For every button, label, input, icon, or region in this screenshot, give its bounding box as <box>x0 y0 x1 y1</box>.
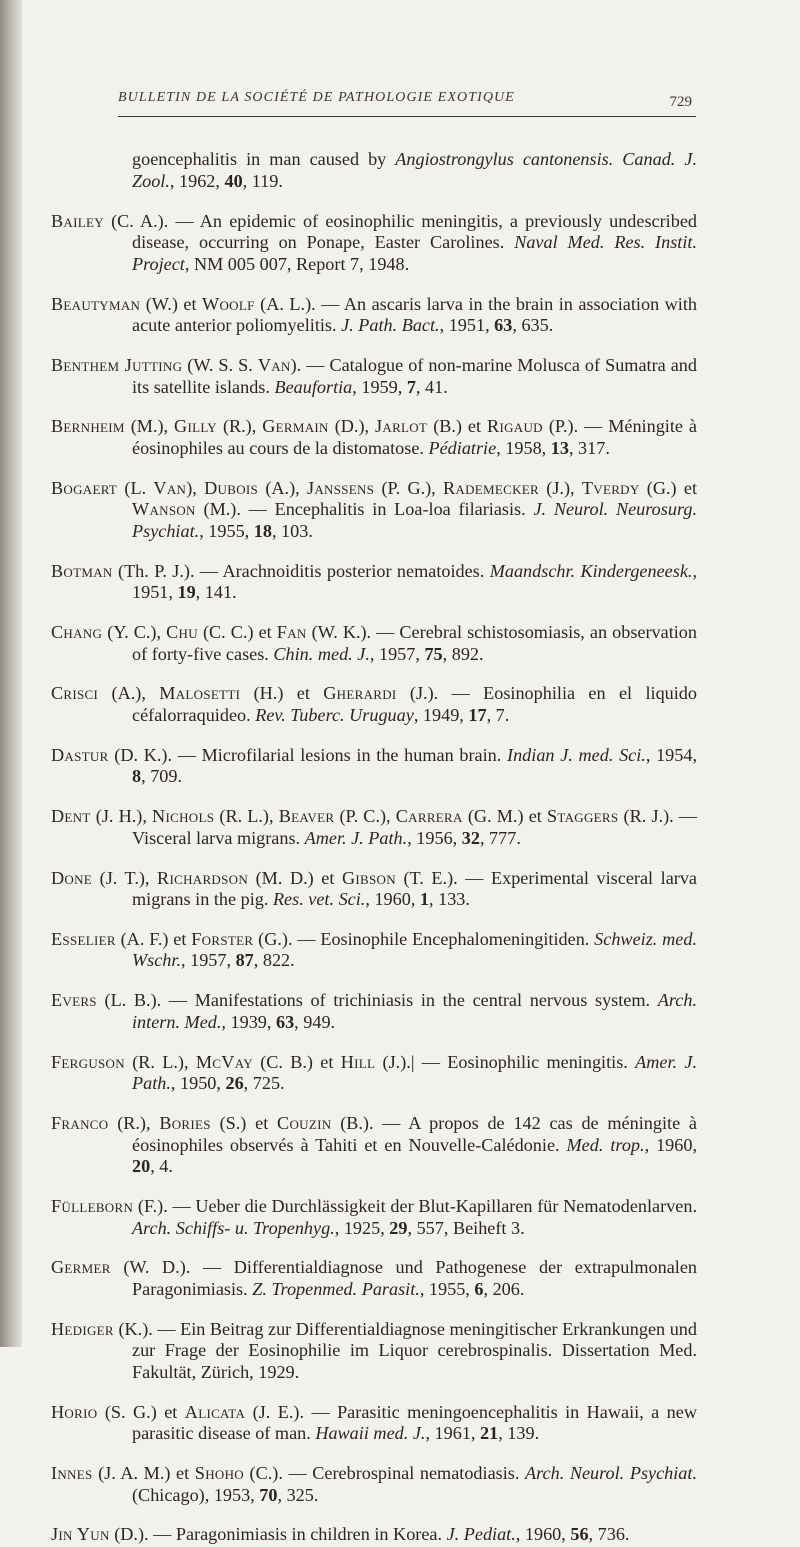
author-name: McVay <box>195 1051 253 1072</box>
author-name: Chang <box>51 622 103 642</box>
journal-title: Amer. J. Path. <box>304 827 408 848</box>
journal-title: J. Pediat. <box>446 1524 516 1545</box>
reference-text: , 1962, <box>169 170 225 191</box>
reference-text: (C. B.) et <box>252 1051 341 1072</box>
volume-number: 40 <box>224 170 243 191</box>
author-name: Van <box>153 477 187 498</box>
journal-title: Res. vet. Sci. <box>272 889 366 910</box>
reference-text: (F.). — Ueber die Durchlässigkeit der Blut-Kapillaren für Nematodenlarven. <box>133 1195 697 1216</box>
reference-text: (J. T.), <box>92 867 158 888</box>
volume-number: 21 <box>480 1423 499 1444</box>
reference-text: , 1954, <box>645 744 698 765</box>
reference-text: , 7. <box>486 704 510 725</box>
author-name: Hediger <box>51 1318 114 1339</box>
reference-text: (M.). — Encephalitis in Loa-loa filariasis. <box>195 499 534 520</box>
reference-text: (B.) et <box>427 416 488 437</box>
volume-number: 75 <box>424 643 443 664</box>
author-name: Bailey <box>51 210 104 231</box>
reference-text: (R. L.), <box>124 1051 196 1072</box>
page-header <box>118 90 692 112</box>
reference-text: , 1951, <box>132 560 697 603</box>
reference-text: (W. D.). — Differentialdiagnose und Pathogenese der extrapulmonalen Paragonimiasis. <box>110 1257 697 1299</box>
reference-text: , 1955, <box>199 520 254 541</box>
reference-text: (J.).| — Eosinophilic meningitis. <box>375 1051 636 1072</box>
reference-text: (D.), <box>328 416 376 437</box>
reference-text: , 4. <box>150 1156 173 1177</box>
reference-text: , 777. <box>479 827 521 848</box>
author-name: Esselier <box>51 928 116 949</box>
journal-title: Maandschr. Kindergeneesk. <box>489 560 693 581</box>
volume-number: 6 <box>474 1278 484 1299</box>
reference-text: (R. L.), <box>214 806 279 827</box>
reference-entry <box>51 294 697 337</box>
reference-entry <box>51 1319 697 1384</box>
reference-text: (A. F.) et <box>115 928 192 949</box>
reference-text: (R. J.). — Visceral larva migrans. <box>132 806 698 848</box>
reference-entry <box>51 1196 697 1239</box>
header-rule <box>118 116 696 117</box>
author-name: Horio <box>51 1401 98 1422</box>
journal-title: Beaufortia <box>274 376 353 397</box>
author-name: Van <box>257 354 291 375</box>
volume-number: 18 <box>253 520 272 541</box>
reference-text: ), <box>186 477 205 498</box>
author-name: Hill <box>340 1051 376 1072</box>
reference-text: , 1951, <box>439 315 495 336</box>
reference-text: (W. K.). — Cerebral schistosomiasis, an observation of forty-five cases. <box>132 622 697 664</box>
reference-text: (M. D.) et <box>248 867 342 888</box>
author-name: Fülleborn <box>51 1195 134 1216</box>
reference-text: , 1959, <box>352 376 407 397</box>
journal-title: J. Path. Bact. <box>341 315 440 336</box>
volume-number: 32 <box>461 827 480 848</box>
reference-text: , 892. <box>442 643 484 664</box>
reference-text: , 1955, <box>419 1278 475 1299</box>
reference-entry <box>51 683 697 726</box>
volume-number: 63 <box>275 1011 295 1032</box>
author-name: Gherardi <box>323 683 397 704</box>
reference-text: , 1939, <box>221 1011 276 1032</box>
reference-entry <box>51 929 697 972</box>
reference-text: , 103. <box>271 520 313 541</box>
reference-text: (D. K.). — Microfilarial lesions in the human brain. <box>108 744 508 765</box>
reference-entry <box>51 1113 697 1178</box>
reference-text: (W. S. S. <box>182 354 258 375</box>
volume-number: 20 <box>132 1156 151 1177</box>
reference-text: (A.), <box>258 477 307 498</box>
reference-text: (R.), <box>108 1113 160 1133</box>
reference-text: , 141. <box>195 582 237 603</box>
journal-title: Angiostrongylus cantonensis. Canad. J. Zool. <box>132 149 697 191</box>
reference-entry <box>51 416 697 459</box>
author-name: Bories <box>159 1113 211 1133</box>
author-name: Bogaert <box>51 477 118 498</box>
volume-number: 29 <box>389 1217 408 1238</box>
reference-text: (R.), <box>216 416 263 437</box>
reference-text: (J.), <box>539 477 582 498</box>
reference-text: (P. G.), <box>374 477 443 498</box>
reference-text: , 635. <box>512 315 554 336</box>
author-name: Rigaud <box>487 416 543 437</box>
author-name: Germain <box>262 416 329 437</box>
running-head: BULLETIN DE LA SOCIÉTÉ DE PATHOLOGIE EXOTIQUE <box>118 90 515 105</box>
journal-title: Schweiz. med. Wschr. <box>132 928 697 971</box>
reference-text: , 709. <box>141 766 183 787</box>
reference-entry <box>51 478 697 543</box>
journal-title: Z. Tropenmed. Parasit. <box>252 1278 420 1299</box>
reference-text: , 1956, <box>407 827 462 848</box>
journal-title: Amer. J. Path. <box>132 1051 697 1094</box>
reference-entry <box>51 622 697 665</box>
reference-text: (S.) et <box>210 1113 278 1133</box>
author-name: Nichols <box>152 806 215 827</box>
author-name: Dastur <box>51 744 109 765</box>
author-name: Chu <box>166 622 198 642</box>
author-name: Shoho <box>194 1463 244 1484</box>
author-name: Tverdy <box>581 477 640 498</box>
reference-text: , 557, Beiheft 3. <box>407 1217 525 1238</box>
author-name: Woolf <box>202 293 255 314</box>
author-name: Bernheim <box>51 416 125 437</box>
journal-title: Arch. intern. Med. <box>132 990 697 1032</box>
author-name: Richardson <box>157 867 249 888</box>
journal-title: Naval Med. Res. Instit. Project <box>132 232 697 274</box>
author-name: Evers <box>51 990 97 1011</box>
author-name: Dubois <box>204 477 259 498</box>
volume-number: 17 <box>468 704 487 725</box>
reference-text: (J. H.), <box>90 806 153 827</box>
journal-title: Hawaii med. J. <box>315 1423 426 1444</box>
reference-text: (M.), <box>124 416 175 437</box>
reference-entry <box>51 1052 697 1095</box>
reference-text: , 949. <box>294 1011 336 1032</box>
reference-text: , 119. <box>242 170 283 191</box>
page-number: 729 <box>669 94 692 110</box>
journal-title: Rev. Tuberc. Uruguay <box>255 704 414 725</box>
reference-entry <box>51 1402 697 1445</box>
journal-title: Indian J. med. Sci. <box>507 744 646 765</box>
author-name: Done <box>51 867 93 888</box>
author-name: Beautyman <box>51 293 141 314</box>
author-name: Rademecker <box>443 477 540 498</box>
reference-text: , 1950, <box>170 1073 226 1094</box>
volume-number: 56 <box>570 1524 589 1545</box>
reference-entry <box>51 868 697 911</box>
author-name: Franco <box>51 1113 109 1133</box>
reference-text: ). — Catalogue of non-marine Molusca of Sumatra and its satellite islands. <box>132 354 697 397</box>
reference-text: (S. G.) et <box>97 1401 185 1422</box>
journal-title: J. Neurol. Neurosurg. Psychiat. <box>132 499 697 541</box>
reference-text: (T. E.). — Experimental visceral larva migrans in the pig. <box>132 867 698 910</box>
volume-number: 63 <box>494 315 513 336</box>
reference-text: (J.). — Eosinophilia en el liquido céfalorraquideo. <box>132 683 697 725</box>
reference-text: (G.). — Eosinophile Encephalomeningitiden. <box>253 928 595 949</box>
author-name: Alicata <box>184 1401 246 1422</box>
reference-text: (Th. P. J.). — Arachnoiditis posterior nematoides. <box>112 560 490 581</box>
reference-text: , NM 005 007, Report 7, 1948. <box>184 253 410 274</box>
author-name: Forster <box>191 928 254 949</box>
reference-text: (L. <box>117 477 154 498</box>
reference-entry <box>51 211 697 276</box>
journal-title: Arch. Neurol. Psychiat. <box>525 1463 698 1484</box>
reference-text: (A.), <box>98 683 160 704</box>
volume-number: 7 <box>406 376 416 397</box>
reference-text: (D.). — Paragonimiasis in children in Korea. <box>109 1524 447 1545</box>
binding-gutter <box>0 0 22 1347</box>
volume-number: 87 <box>235 950 254 971</box>
author-name: Gibson <box>341 867 396 888</box>
author-name: Dent <box>51 806 91 827</box>
reference-text: , 736. <box>588 1524 630 1545</box>
journal-title: Med. trop. <box>566 1134 645 1155</box>
reference-text: (J. E.). — Parasitic meningoencephalitis in Hawaii, a new parasitic disease of man. <box>132 1401 697 1444</box>
reference-text: , 317. <box>568 437 610 458</box>
reference-entry <box>51 990 697 1033</box>
reference-text: , 206. <box>483 1278 525 1299</box>
author-name: Couzin <box>277 1113 332 1133</box>
reference-text: , 1960, <box>515 1524 571 1545</box>
reference-entry <box>51 1463 697 1506</box>
volume-number: 26 <box>225 1073 244 1094</box>
reference-text: , 133. <box>429 889 470 910</box>
volume-number: 19 <box>177 582 196 603</box>
author-name: Malosetti <box>159 683 241 704</box>
reference-text: (Chicago), 1953, <box>132 1484 260 1505</box>
volume-number: 13 <box>550 437 569 458</box>
reference-entry <box>51 745 697 788</box>
reference-text: (G. M.) et <box>462 806 547 827</box>
reference-text: (C. A.). — An epidemic of eosinophilic meningitis, a previously undescribed disease, occurring on Ponape, Easter Carolines. <box>103 210 697 253</box>
reference-text: (H.) et <box>240 683 324 704</box>
reference-text: (K.). — Ein Beitrag zur Differentialdiagnose meningitischer Erkrankungen und zur Frage der Eosinophilie im Liquor cerebrospinalis. Dissertation Med. Fakultät, Zürich, 1929. <box>113 1318 697 1382</box>
reference-text: (W.) et <box>140 293 203 314</box>
reference-text: (B.). — A propos de 142 cas de méningite à éosinophiles observés à Tahiti et en Nouvelle-Calédonie. <box>132 1113 697 1155</box>
author-name: Crisci <box>51 683 99 704</box>
author-name: Jin Yun <box>51 1524 110 1545</box>
reference-text: , 325. <box>277 1484 319 1505</box>
reference-text: , 1957, <box>369 643 425 664</box>
journal-title: Pédiatrie <box>428 437 497 458</box>
author-name: Germer <box>51 1257 111 1278</box>
reference-text: , 1958, <box>496 437 551 458</box>
author-name: Fan <box>276 622 307 642</box>
reference-text: (C. C.) et <box>197 622 277 642</box>
reference-text: , 41. <box>415 376 448 397</box>
reference-text: , 1960, <box>365 889 420 910</box>
reference-text: , 139. <box>498 1423 540 1444</box>
reference-text: (P.). — Méningite à éosinophiles au cours de la distomatose. <box>132 416 698 458</box>
reference-text: , 1961, <box>425 1423 481 1444</box>
author-name: Janssens <box>306 477 375 498</box>
author-name: Beaver <box>278 806 335 827</box>
reference-text: , 822. <box>253 950 295 971</box>
author-name: Jarlot <box>375 416 428 437</box>
reference-entry <box>51 1524 697 1546</box>
reference-list <box>51 131 697 1547</box>
author-name: Carrera <box>395 806 463 827</box>
reference-text: , 1960, <box>644 1134 697 1155</box>
volume-number: 1 <box>419 889 430 910</box>
reference-text: (A. L.). — An ascaris larva in the brain in association with acute anterior poliomyelitis. <box>132 293 698 336</box>
author-name: Ferguson <box>51 1051 125 1072</box>
reference-entry <box>51 1257 697 1300</box>
reference-text: , 1949, <box>413 704 469 725</box>
reference-text: (L. B.). — Manifestations of trichiniasis in the central nervous system. <box>96 990 658 1011</box>
reference-text: , 1957, <box>181 950 236 971</box>
author-name: Staggers <box>546 806 619 827</box>
reference-text: (Y. C.), <box>102 622 167 642</box>
reference-entry <box>51 561 697 604</box>
reference-text: (J. A. M.) et <box>92 1463 195 1484</box>
journal-title: Arch. Schiffs- u. Tropenhyg. <box>132 1217 335 1238</box>
author-name: Gilly <box>174 416 217 437</box>
volume-number: 8 <box>132 766 142 787</box>
reference-entry <box>51 355 697 398</box>
author-name: Benthem Jutting <box>51 354 183 375</box>
reference-entry <box>51 149 697 192</box>
reference-text: (P. C.), <box>334 806 396 827</box>
author-name: Wanson <box>132 499 196 520</box>
volume-number: 70 <box>259 1484 278 1505</box>
reference-text: (G.) et <box>639 477 697 498</box>
author-name: Botman <box>51 560 113 581</box>
reference-text: , 725. <box>243 1073 285 1094</box>
reference-text: , 1925, <box>334 1217 390 1238</box>
reference-entry <box>51 806 697 849</box>
reference-text: goencephalitis in man caused by <box>132 149 396 170</box>
journal-title: Chin. med. J. <box>273 643 370 664</box>
author-name: Innes <box>51 1463 93 1484</box>
reference-text: (C.). — Cerebrospinal nematodiasis. <box>243 1463 526 1484</box>
